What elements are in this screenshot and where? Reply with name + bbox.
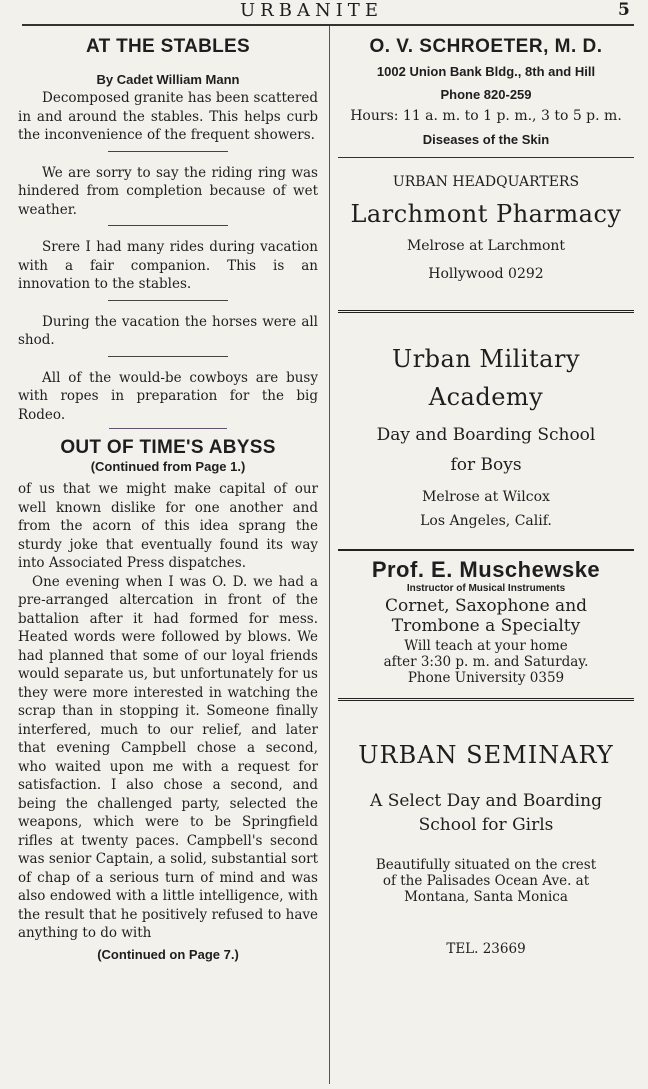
seminary-desc2: School for Girls	[418, 815, 554, 835]
muschewske-title: Instructor of Musical Instruments	[406, 583, 566, 594]
paragraph-divider	[108, 151, 228, 152]
seminary-name: URBAN SEMINARY	[358, 741, 614, 769]
muschewske-phone: Phone University 0359	[407, 670, 565, 686]
academy-name-line1: Urban Military	[391, 345, 581, 373]
ad-divider	[338, 698, 634, 701]
ad-divider	[338, 157, 634, 158]
pharmacy-name: Larchmont Pharmacy	[350, 200, 622, 228]
muschewske-name: Prof. E. Muschewske	[371, 557, 601, 582]
right-column	[338, 36, 634, 957]
academy-address2: Los Angeles, Calif.	[420, 513, 552, 529]
academy-name-line2: Academy	[428, 383, 544, 411]
stables-paragraph: All of the would-be cowboys are busy with ropes in preparation for the big Rodeo.	[18, 369, 318, 423]
schroeter-name: O. V. SCHROETER, M. D.	[369, 36, 603, 57]
paragraph-divider	[108, 225, 228, 226]
stables-paragraph: Srere I had many rides during vacation with a fair companion. This is an innovation to the stables.	[18, 239, 318, 292]
masthead	[0, 0, 648, 22]
schroeter-ad	[338, 36, 634, 147]
stables-heading: AT THE STABLES	[86, 36, 250, 57]
continued-from: (Continued from Page 1.)	[90, 459, 246, 474]
abyss-paragraph: of us that we might make capital of our well known dislike for one another and from the acorn of this idea sprang the sturdy joke that eventually found its way into Associated Press dispatches.	[18, 481, 318, 571]
schroeter-specialty: Diseases of the Skin	[422, 132, 550, 147]
ad-divider	[338, 549, 634, 551]
muschewske-specialty2: Trombone a Specialty	[391, 616, 581, 636]
pharmacy-address: Melrose at Larchmont	[406, 238, 566, 254]
abyss-paragraph: One evening when I was O. D. we had a pre-arranged altercation in front of the battalion after it had formed for mess. Heated words were followed by blows. We had planned that some of our loyal friends would separate us, but unfortunately for us they were more interested in watching the scrap than in stopping it. Someone finally interfered, much to our relief, and later that evening Campbell chose a second, who waited upon me with a request for satisfaction. I also chose a second, and being the challenged party, selected the weapons, which were to be Springfield rifles at twenty paces. Campbell's second was senior Captain, a solid, substantial sort of chap of a serious turn of mind and was also endowed with a little intelligence, with the result that he positively refused to have anything to do with	[18, 573, 318, 941]
stables-paragraph: We are sorry to say the riding ring was hindered from completion because of wet weather.	[18, 164, 318, 218]
section-divider	[109, 428, 227, 429]
masthead-rule	[22, 24, 634, 26]
academy-desc-line2: for Boys	[450, 455, 522, 475]
left-column	[18, 36, 318, 968]
academy-address1: Melrose at Wilcox	[422, 489, 550, 505]
muschewske-teach1: Will teach at your home	[404, 638, 568, 654]
ad-divider	[338, 310, 634, 313]
seminary-loc1: Beautifully situated on the crest	[375, 857, 597, 873]
muschewske-ad	[338, 557, 634, 686]
stables-paragraph: Decomposed granite has been scattered in and around the stables. This helps curb the inconvenience of the frequent showers.	[18, 90, 318, 143]
abyss-heading: OUT OF TIME'S ABYSS	[60, 437, 276, 458]
masthead-title: URBANITE	[240, 0, 383, 21]
muschewske-teach2: after 3:30 p. m. and Saturday.	[383, 654, 589, 670]
seminary-loc2: of the Palisades Ocean Ave. at	[382, 873, 590, 889]
schroeter-address: 1002 Union Bank Bldg., 8th and Hill	[376, 64, 596, 79]
page-number: 5	[618, 0, 630, 20]
paragraph-divider	[108, 356, 228, 357]
column-divider	[329, 26, 330, 1084]
seminary-desc1: A Select Day and Boarding	[370, 791, 602, 811]
schroeter-hours: Hours: 11 a. m. to 1 p. m., 3 to 5 p. m.	[350, 108, 622, 124]
paragraph-divider	[108, 300, 228, 301]
seminary-loc3: Montana, Santa Monica	[404, 889, 568, 905]
stables-paragraph: During the vacation the horses were all shod.	[18, 313, 318, 348]
schroeter-phone: Phone 820-259	[440, 87, 532, 102]
academy-ad	[338, 345, 634, 529]
continued-on: (Continued on Page 7.)	[97, 946, 239, 962]
pharmacy-phone: Hollywood 0292	[428, 266, 544, 282]
pharmacy-ad	[338, 174, 634, 282]
seminary-tel: TEL. 23669	[446, 941, 526, 957]
muschewske-specialty1: Cornet, Saxophone and	[384, 596, 588, 616]
academy-desc-line1: Day and Boarding School	[376, 425, 596, 445]
pharmacy-tagline: URBAN HEADQUARTERS	[392, 174, 580, 190]
stables-byline: By Cadet William Mann	[96, 72, 240, 87]
seminary-ad	[338, 741, 634, 957]
